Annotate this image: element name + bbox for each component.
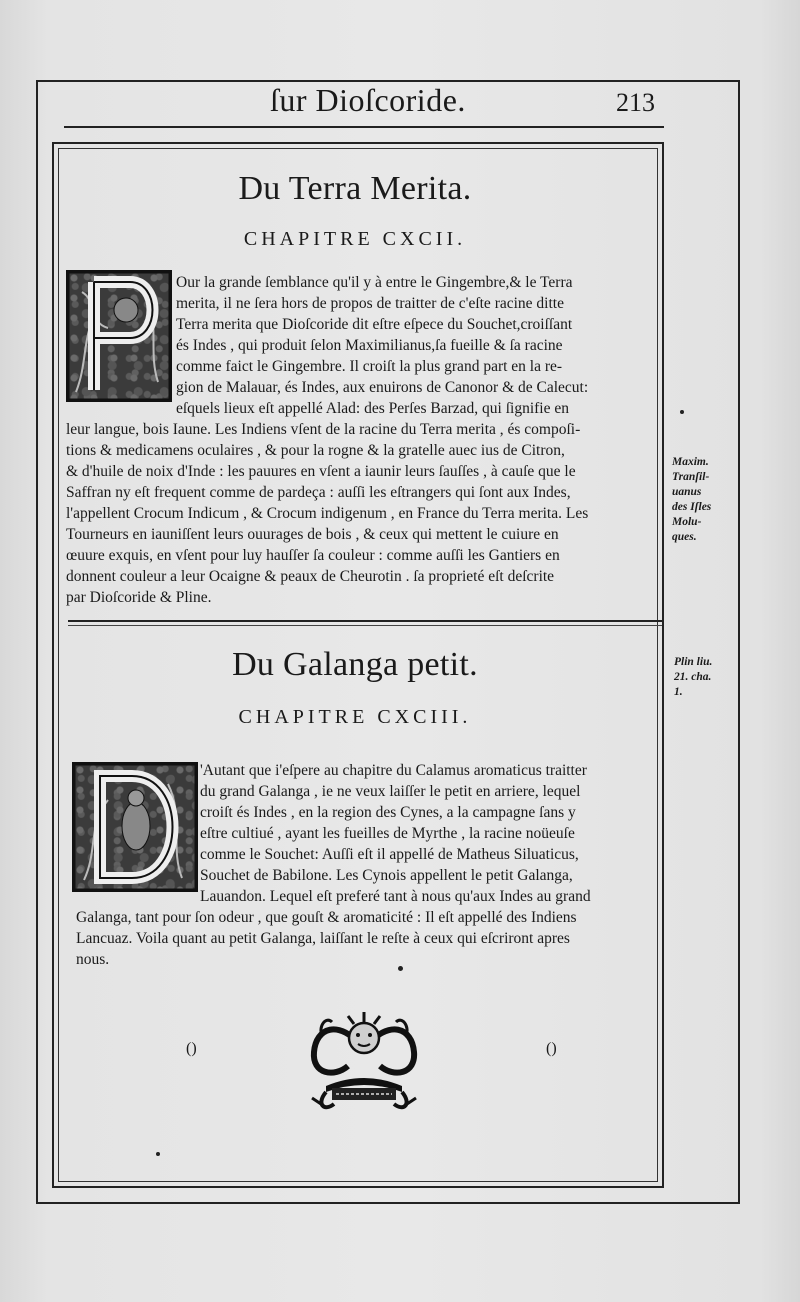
text-line: eſtre cultiué , ayant les fueilles de Myrthe , la racine noüeuſe xyxy=(200,825,575,842)
text-line: eſquels lieux eſt appellé Alad: des Perſes Barzad, qui ſignifie en xyxy=(176,400,569,417)
margin-line: Molu- xyxy=(672,516,702,528)
text-line: l'appellent Crocum Indicum , & Crocum indigenum , en France du Terra merita. Les xyxy=(66,505,589,522)
ornament-dot xyxy=(680,410,684,414)
chapter-193-heading: CHAPITRE CXCIII. xyxy=(238,706,472,728)
margin-line: Plin liu. xyxy=(674,656,713,668)
chapter-192-indented-text xyxy=(176,272,654,419)
text-line: comme le Souchet: Auſſi eſt il appellé de Matheus Siluaticus, xyxy=(200,846,579,863)
chapter-193-body-text xyxy=(76,907,656,970)
ornament-dot xyxy=(156,1152,160,1156)
grotesque-mask-ornament-icon xyxy=(308,1008,420,1121)
footer-right-mark: () xyxy=(546,1040,557,1057)
text-line: œuure exquis, en vſent pour luy hauſſer ſa couleur : comme auſſi les Gantiers en xyxy=(66,547,560,564)
text-line: 'Autant que i'eſpere au chapitre du Calamus aromaticus traitter xyxy=(200,762,587,779)
margin-line: 21. cha. xyxy=(674,671,712,683)
text-line: Saffran ny eſt frequent comme de pardeça : auſſi les eſtrangers qui ſont aux Indes, xyxy=(66,484,571,501)
margin-note-maximilianus xyxy=(672,455,711,545)
text-line: Galanga, tant pour ſon odeur , que gouſt & aromaticité : Il eſt appellé des Indiens xyxy=(76,909,577,926)
margin-line: des Iſles xyxy=(672,501,712,513)
text-line: croiſt és Indes , en la region des Cynes, a la campagne ſans y xyxy=(200,804,576,821)
chapter-192-title: Du Terra Merita. xyxy=(238,170,472,207)
section-divider xyxy=(68,620,662,622)
text-line: par Dioſcoride & Pline. xyxy=(66,589,212,606)
margin-line: Tranſil- xyxy=(672,471,710,483)
chapter-192-body-text xyxy=(66,419,654,608)
text-line: és Indes , qui produit ſelon Maximilianus,ſa fueille & ſa racine xyxy=(176,337,563,354)
chapter-192-heading: CHAPITRE CXCII. xyxy=(243,228,467,250)
text-line: leur langue, bois Iaune. Les Indiens vſent de la racine du Terra merita , és compoſi- xyxy=(66,421,581,438)
text-line: comme faict le Gingembre. Il croiſt la plus grand part en la re- xyxy=(176,358,563,375)
margin-line: Maxim. xyxy=(672,456,709,468)
text-line: & d'huile de noix d'Inde : les pauures en vſent a iaunir leurs ſauſſes , à cauſe que le xyxy=(66,463,576,480)
ornament-dot xyxy=(398,966,403,971)
text-line: Tourneurs en iauniſſent leurs ouurages de bois , & ceux qui mettent le cuiure en xyxy=(66,526,559,543)
margin-line: ques. xyxy=(672,531,697,543)
text-line: Terra merita que Dioſcoride dit eſtre eſpece du Souchet,croiſſant xyxy=(176,316,573,333)
text-line: Lauandon. Lequel eſt preferé tant à nous qu'aux Indes au grand xyxy=(200,888,591,905)
footer-left-mark: () xyxy=(186,1040,197,1057)
chapter-193-title: Du Galanga petit. xyxy=(232,646,478,683)
text-line: du grand Galanga , ie ne veux laiſſer le petit en arriere, lequel xyxy=(200,783,581,800)
margin-note-pliny xyxy=(674,655,712,700)
text-line: gion de Malauar, és Indes, aux enuirons de Canonor & de Calecut: xyxy=(176,379,589,396)
page-number: 213 xyxy=(616,88,655,117)
woodcut-initial-icon xyxy=(66,270,172,402)
text-line: donnent couleur a leur Ocaigne & peaux de Cheurotin . ſa proprieté eſt deſcrite xyxy=(66,568,555,585)
header-rule xyxy=(64,126,664,128)
chapter-193-indented-text xyxy=(200,760,656,907)
text-line: nous. xyxy=(76,951,110,968)
running-title: ſur Dioſcoride. xyxy=(270,82,466,118)
text-line: merita, il ne ſera hors de propos de traitter de c'eſte racine ditte xyxy=(176,295,564,312)
text-line: tions & medicamens oculaires , & pour la rogne & la gratelle auec ius de Citron, xyxy=(66,442,565,459)
margin-line: uanus xyxy=(672,486,702,498)
text-line: Lancuaz. Voila quant au petit Galanga, laiſſant le reſte à ceux qui eſcriront apres xyxy=(76,930,570,947)
text-line: Our la grande ſemblance qu'il y à entre le Gingembre,& le Terra xyxy=(176,274,573,291)
text-line: Souchet de Babilone. Les Cynois appellent le petit Galanga, xyxy=(200,867,573,884)
margin-line: 1. xyxy=(674,686,683,698)
woodcut-initial-icon xyxy=(72,762,198,892)
